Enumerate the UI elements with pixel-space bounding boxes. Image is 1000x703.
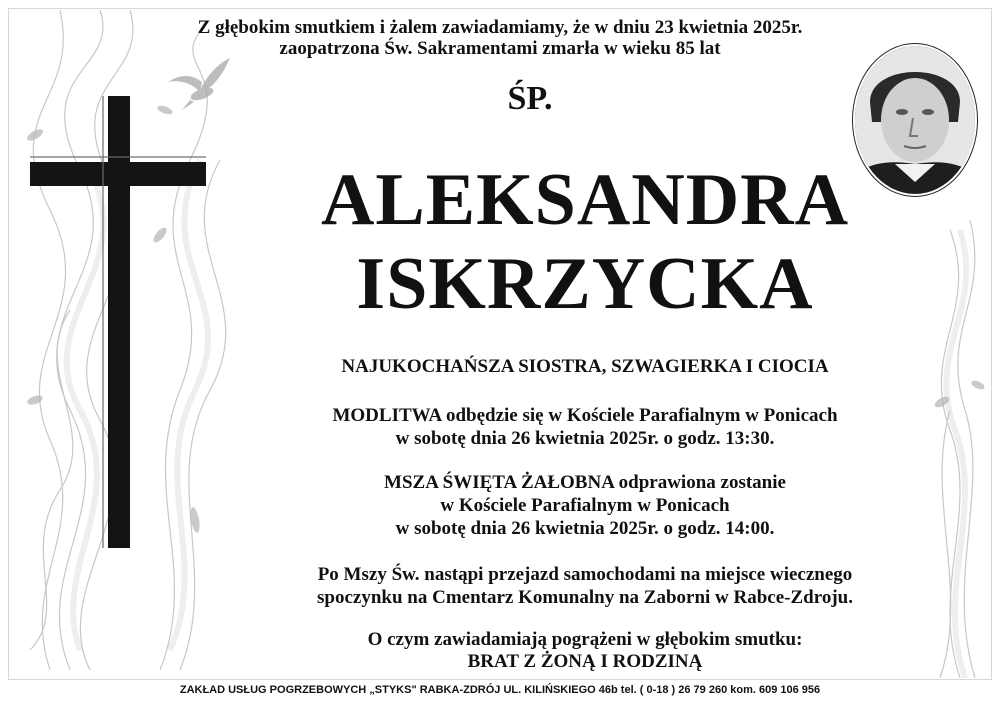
transfer-line-1: Po Mszy Św. nastąpi przejazd samochodami na miejsce wiecznego — [317, 564, 853, 585]
mass-line-2: w Kościele Parafialnym w Ponicach — [440, 495, 730, 516]
intro-line-2: zaopatrzona Św. Sakramentami zmarła w wieku 85 lat — [279, 38, 721, 59]
intro-line-1: Z głębokim smutkiem i żalem zawiadamiamy, że w dniu 23 kwietnia 2025r. — [197, 17, 803, 38]
mass-line-1: MSZA ŚWIĘTA ŻAŁOBNA odprawiona zostanie — [384, 472, 786, 493]
cross-icon — [30, 96, 206, 548]
funeral-home-footer: ZAKŁAD USŁUG POGRZEBOWYCH „STYKS" RABKA-ZDRÓJ UL. KILIŃSKIEGO 46b tel. ( 0-18 ) 26 79 260 kom. 609 106 956 — [179, 684, 821, 696]
mass-line-3: w sobotę dnia 26 kwietnia 2025r. o godz. 14:00. — [395, 518, 775, 539]
prayer-line-2: w sobotę dnia 26 kwietnia 2025r. o godz. 13:30. — [395, 428, 775, 449]
deceased-last-name: ISKRZYCKA — [356, 243, 814, 325]
transfer-line-2: spoczynku na Cmentarz Komunalny na Zaborni w Rabce-Zdroju. — [317, 587, 853, 608]
prefix-sp: ŚP. — [507, 80, 553, 117]
closing-line-2: BRAT Z ŻONĄ I RODZINĄ — [467, 651, 703, 672]
prayer-line-1: MODLITWA odbędzie się w Kościele Parafialnym w Ponicach — [332, 405, 838, 426]
relation-line: NAJUKOCHAŃSZA SIOSTRA, SZWAGIERKA I CIOCIA — [341, 356, 829, 377]
closing-line-1: O czym zawiadamiają pogrążeni w głębokim smutku: — [367, 629, 803, 650]
deceased-first-name: ALEKSANDRA — [320, 159, 850, 241]
